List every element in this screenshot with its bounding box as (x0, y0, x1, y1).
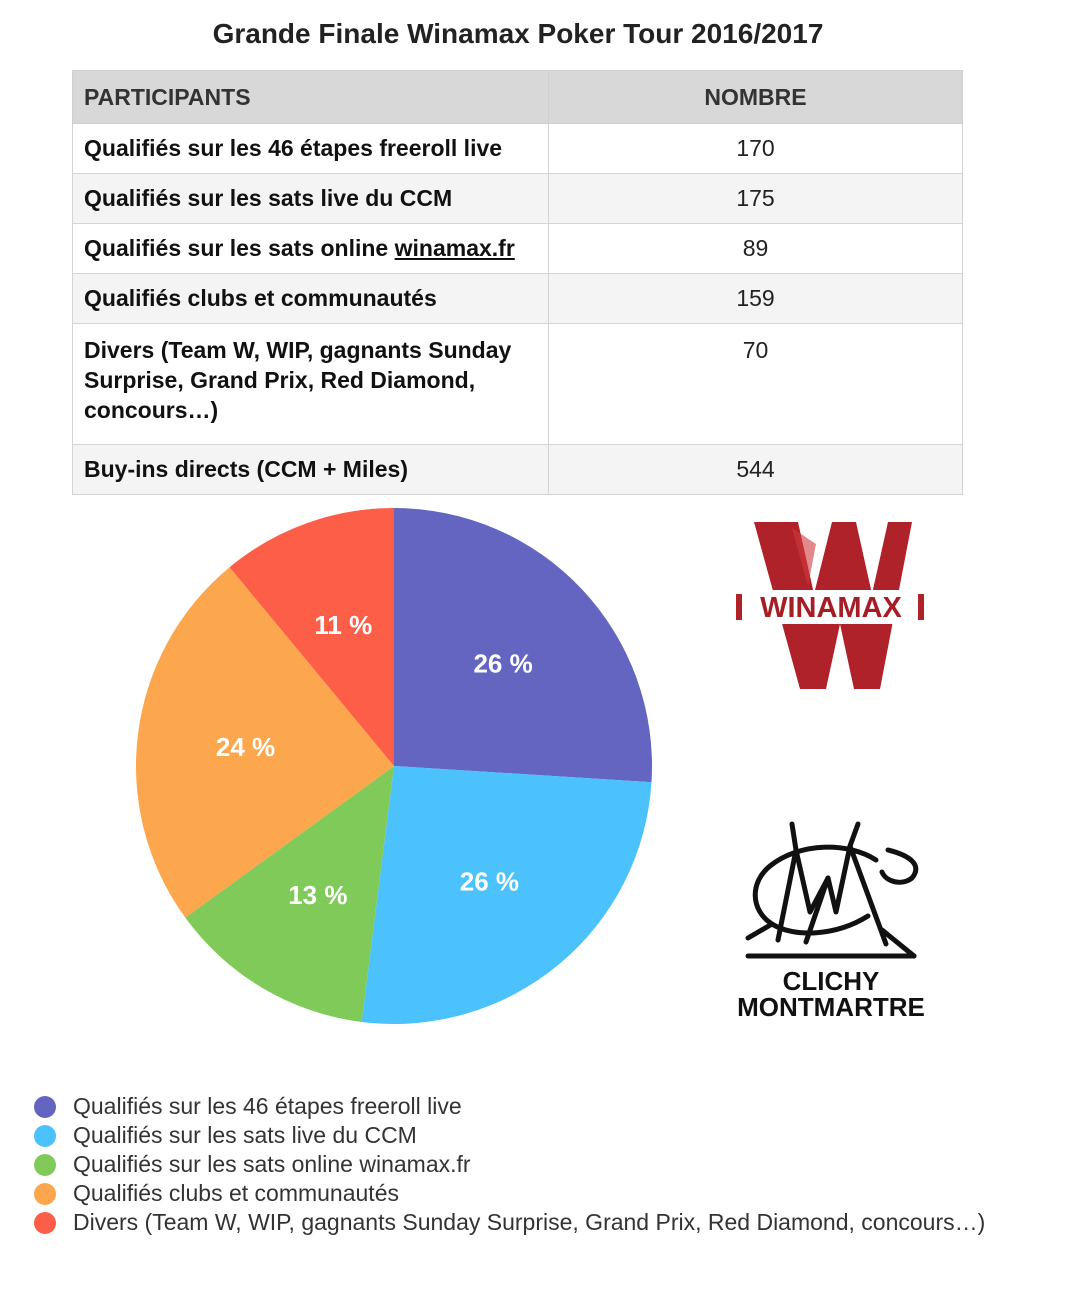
legend-label: Qualifiés sur les 46 étapes freeroll live (73, 1093, 462, 1119)
row-label-text: Qualifiés clubs et communautés (84, 285, 437, 311)
legend-item-3 (34, 1179, 985, 1208)
legend-label: Qualifiés clubs et communautés (73, 1180, 399, 1206)
column-header-nombre: NOMBRE (549, 71, 963, 124)
legend-item-0 (34, 1092, 985, 1121)
participants-table (72, 70, 963, 495)
table-row (73, 174, 963, 224)
legend-swatch (34, 1212, 56, 1234)
page-title: Grande Finale Winamax Poker Tour 2016/2017 (212, 18, 824, 49)
chart-legend (34, 1092, 985, 1237)
legend-swatch (34, 1154, 56, 1176)
row-label-line: Divers (Team W, WIP, gagnants Sunday (84, 337, 512, 363)
pie-slice-label-3: 24 % (215, 732, 276, 763)
legend-label: Divers (Team W, WIP, gagnants Sunday Surprise, Grand Prix, Red Diamond, concours…) (73, 1209, 986, 1235)
table-row (73, 124, 963, 174)
row-label (73, 174, 549, 224)
row-label-line: Surprise, Grand Prix, Red Diamond, (84, 367, 476, 393)
row-value: 175 (549, 174, 963, 224)
row-label (73, 224, 549, 274)
row-value: 170 (549, 124, 963, 174)
table-row (73, 324, 963, 445)
column-header-participants: PARTICIPANTS (73, 71, 549, 124)
row-value: 544 (549, 445, 963, 495)
table-row (73, 274, 963, 324)
ccm-monogram-logo (736, 820, 926, 1020)
row-label (73, 445, 549, 495)
row-label (73, 274, 549, 324)
ccm-logo-line1: CLICHY (782, 966, 880, 996)
pie-slice-label-1: 26 % (459, 866, 520, 897)
row-value: 89 (549, 224, 963, 274)
table-row (73, 445, 963, 495)
row-label (73, 124, 549, 174)
legend-swatch (34, 1096, 56, 1118)
row-value: 159 (549, 274, 963, 324)
legend-item-1 (34, 1121, 985, 1150)
ccm-logo-line2: MONTMARTRE (737, 992, 925, 1020)
table-row (73, 224, 963, 274)
pie-chart (0, 490, 700, 1050)
winamax-w-logo (736, 514, 926, 694)
row-label-line: concours…) (84, 397, 219, 423)
table-header-row (73, 71, 963, 124)
legend-swatch (34, 1183, 56, 1205)
row-label-text: Qualifiés sur les sats online (84, 235, 395, 261)
legend-label: Qualifiés sur les sats live du CCM (73, 1122, 417, 1148)
pie-slice-label-0: 26 % (473, 648, 533, 679)
row-label-text: Qualifiés sur les 46 étapes freeroll live (84, 135, 503, 161)
row-value: 70 (549, 324, 963, 445)
legend-item-4 (34, 1208, 985, 1237)
legend-swatch (34, 1125, 56, 1147)
winamax-logo-text: WINAMAX (760, 592, 902, 624)
row-label (73, 324, 549, 445)
pie-slice-label-4: 11 % (314, 610, 373, 641)
row-label-text: Buy-ins directs (CCM + Miles) (84, 456, 408, 482)
row-label-text: Qualifiés sur les sats live du CCM (84, 185, 453, 211)
winamax-link[interactable]: winamax.fr (394, 235, 515, 261)
pie-slice-0 (394, 508, 652, 782)
pie-slice-label-2: 13 % (288, 879, 348, 910)
legend-label: Qualifiés sur les sats online winamax.fr (73, 1151, 471, 1177)
legend-item-2 (34, 1150, 985, 1179)
